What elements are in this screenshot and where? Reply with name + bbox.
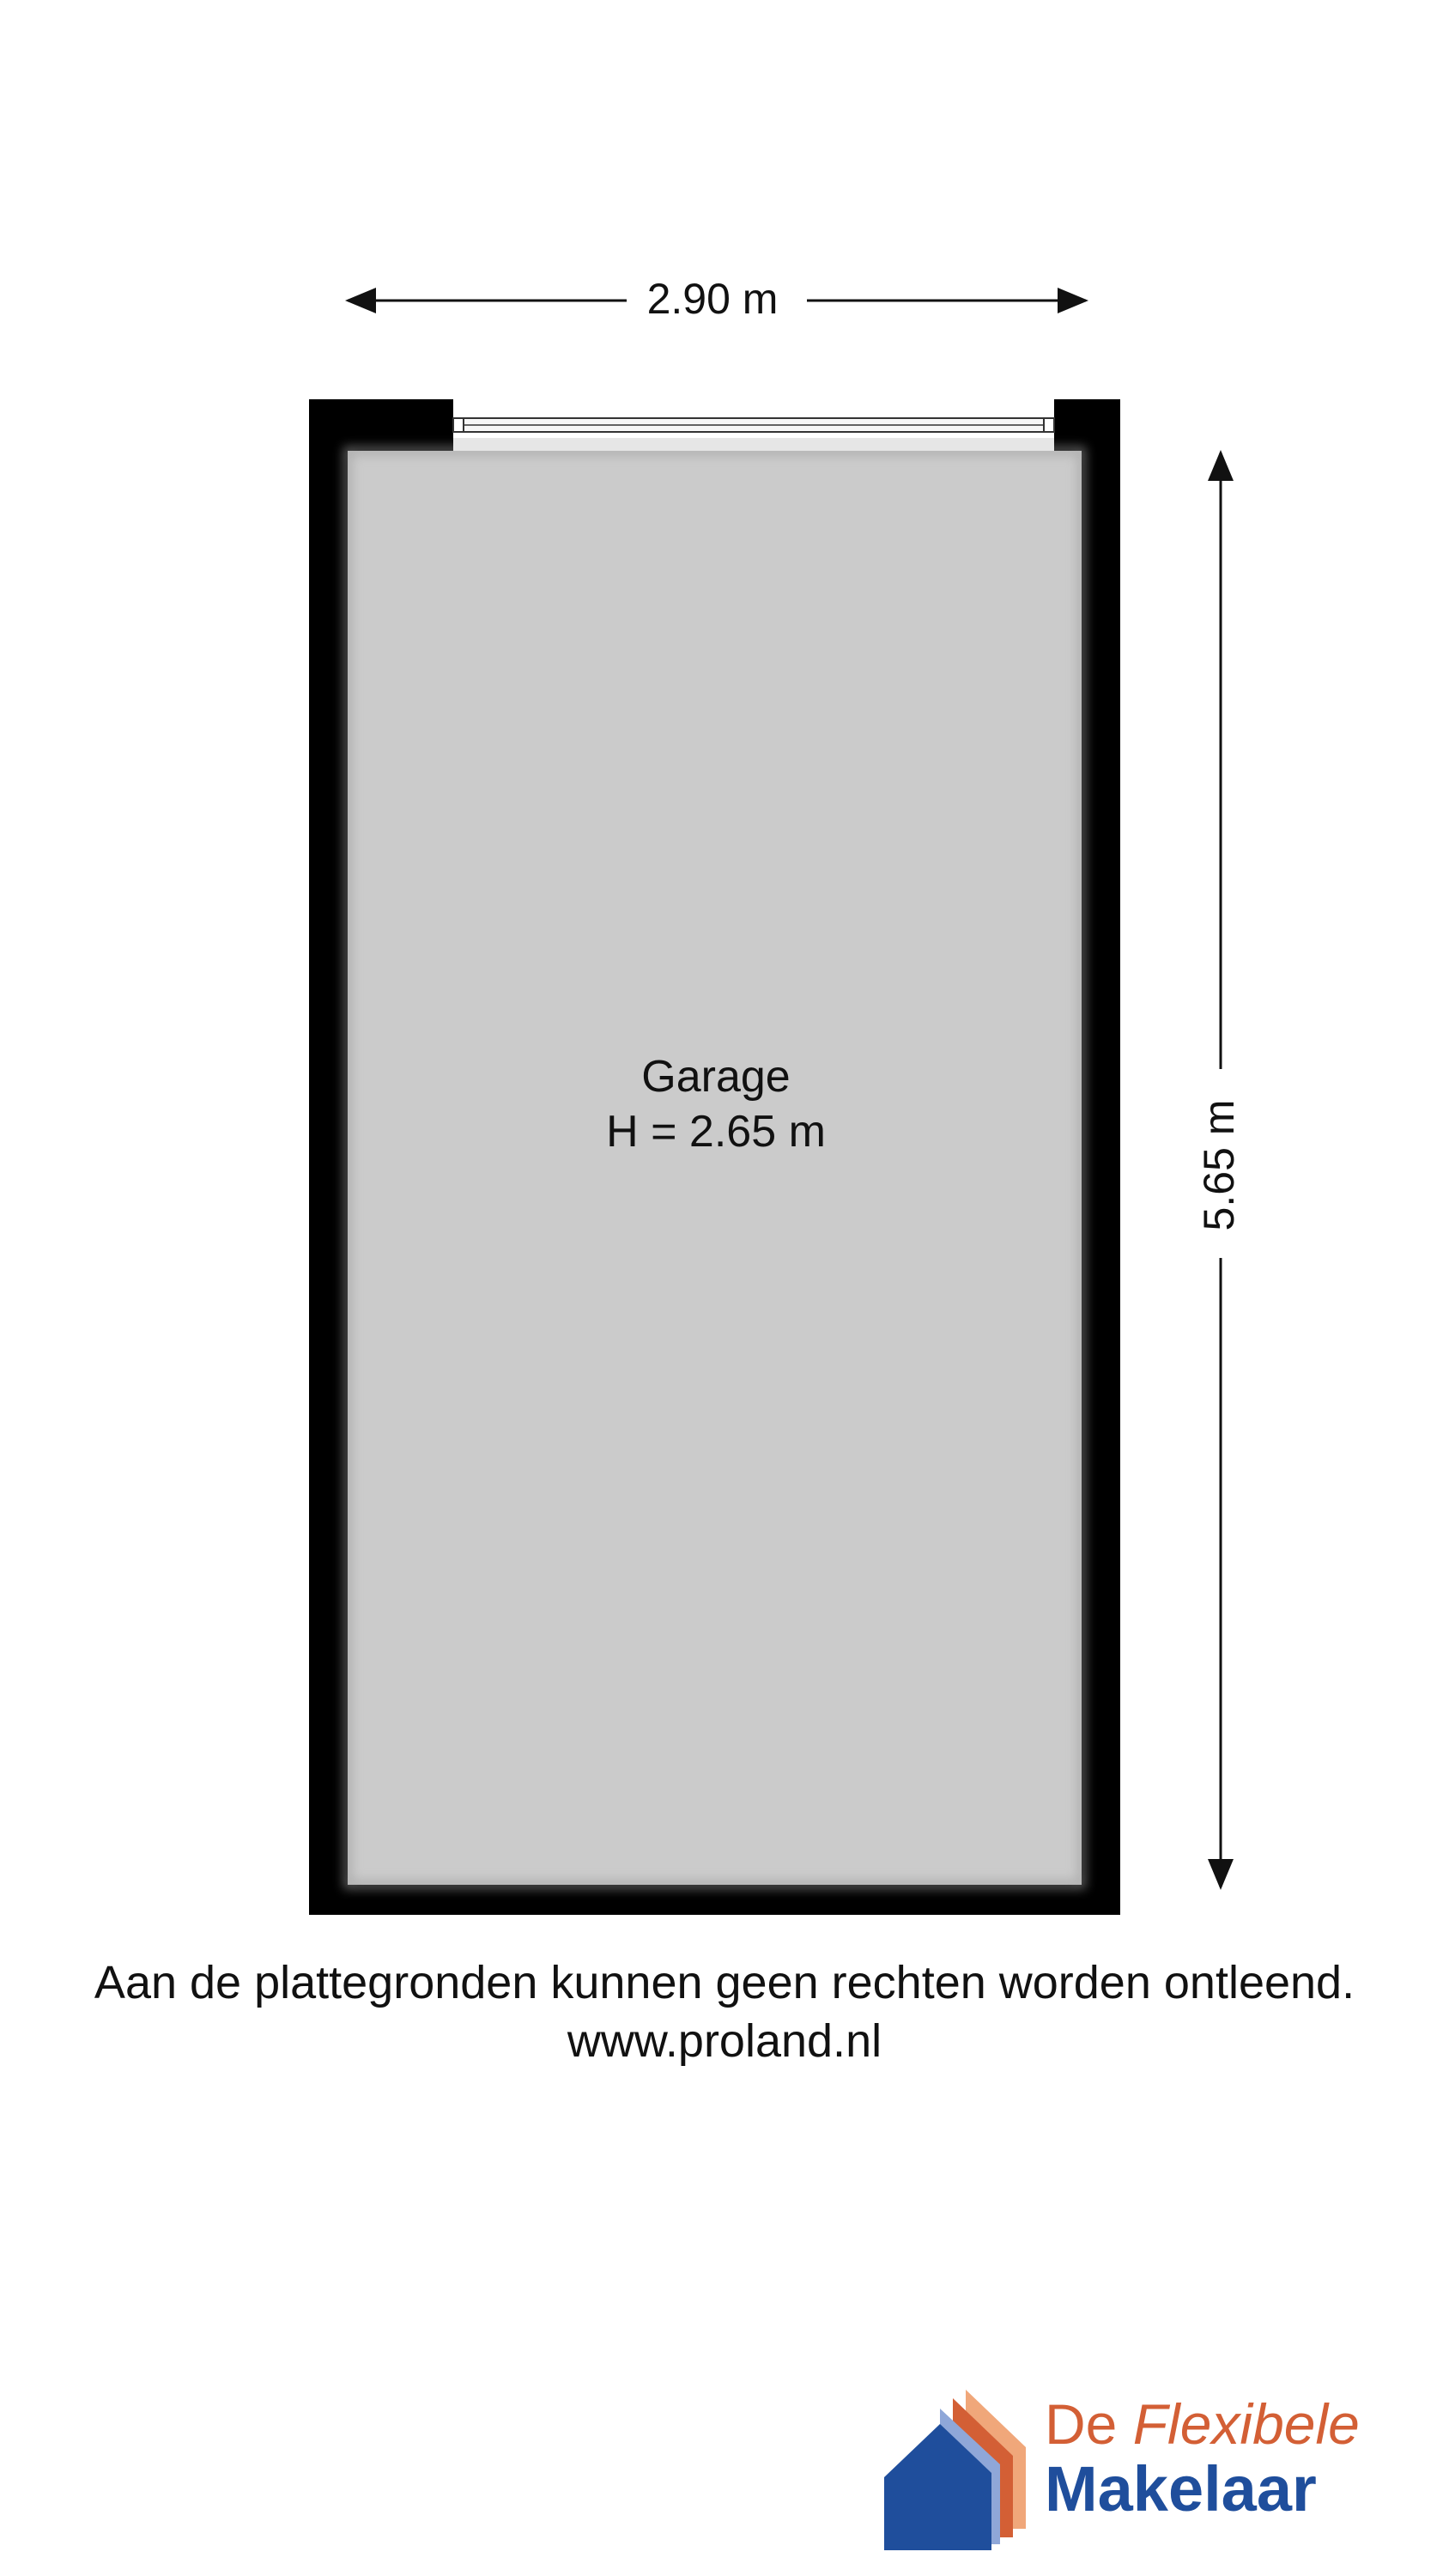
company-logo xyxy=(880,2383,1429,2555)
logo-text-de: De xyxy=(1045,2392,1118,2456)
width-dimension-label: 2.90 m xyxy=(627,273,798,325)
room-name: Garage xyxy=(641,1052,791,1102)
room-label xyxy=(544,1049,888,1159)
height-dimension-label: 5.65 m xyxy=(1193,1079,1245,1251)
disclaimer xyxy=(0,1953,1449,2070)
room-height: H = 2.65 m xyxy=(606,1107,826,1157)
logo-text-flexibele: Flexibele xyxy=(1132,2392,1360,2456)
logo-text-top xyxy=(1045,2391,1360,2457)
website-link: www.proland.nl xyxy=(567,2015,882,2067)
disclaimer-text: Aan de plattegronden kunnen geen rechten worden ontleend. xyxy=(94,1957,1355,2008)
logo-text-bottom: Makelaar xyxy=(1045,2453,1317,2524)
house-logo-icon xyxy=(880,2383,1052,2555)
garage-door xyxy=(453,399,1054,451)
room-floor xyxy=(348,451,1082,1885)
